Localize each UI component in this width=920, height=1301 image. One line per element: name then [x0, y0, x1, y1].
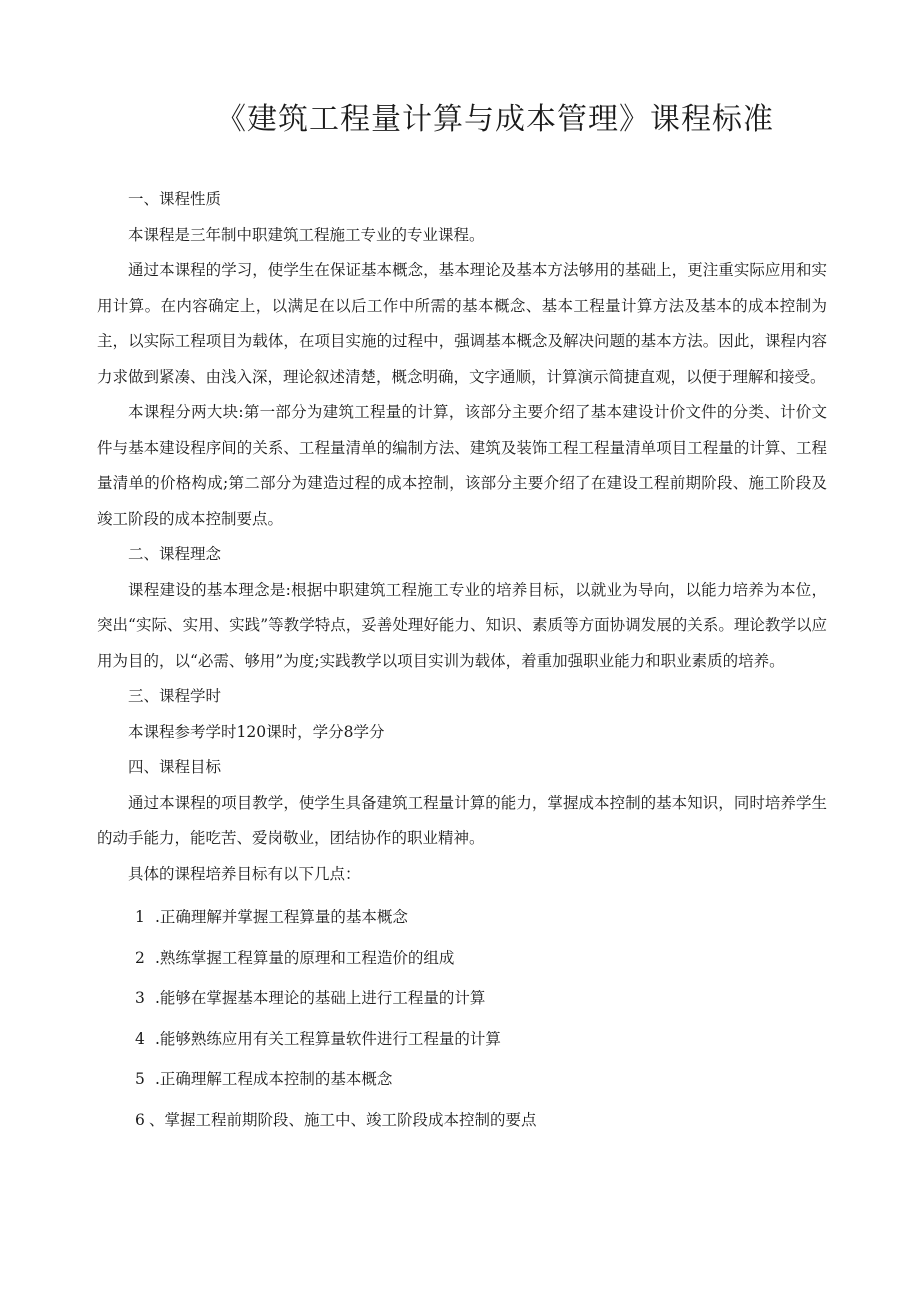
list-item — [97, 1059, 827, 1100]
section-heading-hours: 三、课程学时 — [128, 687, 222, 705]
list-item-text: .能够在掌握基本理论的基础上进行工程量的计算 — [155, 989, 486, 1008]
list-item-number: 3 — [135, 989, 145, 1008]
list-item — [97, 938, 827, 979]
section-heading-philosophy: 二、课程理念 — [128, 545, 222, 563]
paragraph: 课程建设的基本理念是:根据中职建筑工程施工专业的培养目标，以就业为导向，以能力培养为本位，突出“实际、实用、实践”等教学特点，妥善处理好能力、知识、素质等方面协调发展的关系。理论教学以应用为目的，以“必需、够用”为度;实践教学以项目实训为载体，着重加强职业能力和职业素质的培养。 — [97, 580, 827, 670]
paragraph: 本课程分两大块:第一部分为建筑工程量的计算，该部分主要介绍了基本建设计价文件的分类、计价文件与基本建设程序间的关系、工程量清单的编制方法、建筑及装饰工程工程量清单项目工程量的计算、工程量清单的价格构成;第二部分为建造过程的成本控制，该部分主要介绍了在建设工程前期阶段、施工阶段及竣工阶段的成本控制要点。 — [97, 403, 827, 528]
list-item-text: .正确理解并掌握工程算量的基本概念 — [155, 908, 408, 926]
section-heading-goals: 四、课程目标 — [128, 758, 222, 776]
paragraph: 通过本课程的项目教学，使学生具备建筑工程量计算的能力，掌握成本控制的基本知识，同时培养学生的动手能力，能吃苦、爱岗敬业，团结协作的职业精神。 — [97, 793, 827, 847]
section-heading-nature: 一、课程性质 — [128, 190, 222, 208]
paragraph: 通过本课程的学习，使学生在保证基本概念，基本理论及基本方法够用的基础上，更注重实际应用和实用计算。在内容确定上，以满足在以后工作中所需的基本概念、基本工程量计算方法及基本的成本控制为主，以实际工程项目为载体，在项目实施的过程中，强调基本概念及解决问题的基本方法。因此，课程内容力求做到紧凑、由浅入深，理论叙述清楚，概念明确，文字通顺，计算演示简捷直观，以便于理解和接受。 — [97, 261, 827, 386]
list-item — [97, 897, 827, 938]
list-item — [97, 978, 827, 1019]
list-item-number: 5 — [135, 1070, 145, 1089]
list-item-text: 、掌握工程前期阶段、施工中、竣工阶段成本控制的要点 — [149, 1110, 537, 1129]
list-item-number: 1 — [135, 908, 145, 926]
document-body — [97, 182, 827, 1141]
list-item-number: 6 — [135, 1110, 145, 1129]
list-item-text: .熟练掌握工程算量的原理和工程造价的组成 — [155, 948, 455, 967]
list-item-text: .正确理解工程成本控制的基本概念 — [155, 1070, 393, 1089]
paragraph: 具体的课程培养目标有以下几点： — [128, 864, 361, 883]
list-item-number: 2 — [135, 948, 145, 967]
document-title: 《建筑工程量计算与成本管理》课程标准 — [216, 102, 774, 137]
paragraph: 本课程是三年制中职建筑工程施工专业的专业课程。 — [128, 225, 485, 244]
goals-list — [97, 897, 827, 1141]
list-item — [97, 1019, 827, 1060]
paragraph: 本课程参考学时120课时，学分8学分 — [128, 722, 385, 741]
list-item-text: .能够熟练应用有关工程算量软件进行工程量的计算 — [155, 1029, 501, 1048]
list-item-number: 4 — [135, 1029, 145, 1048]
list-item — [97, 1100, 827, 1141]
